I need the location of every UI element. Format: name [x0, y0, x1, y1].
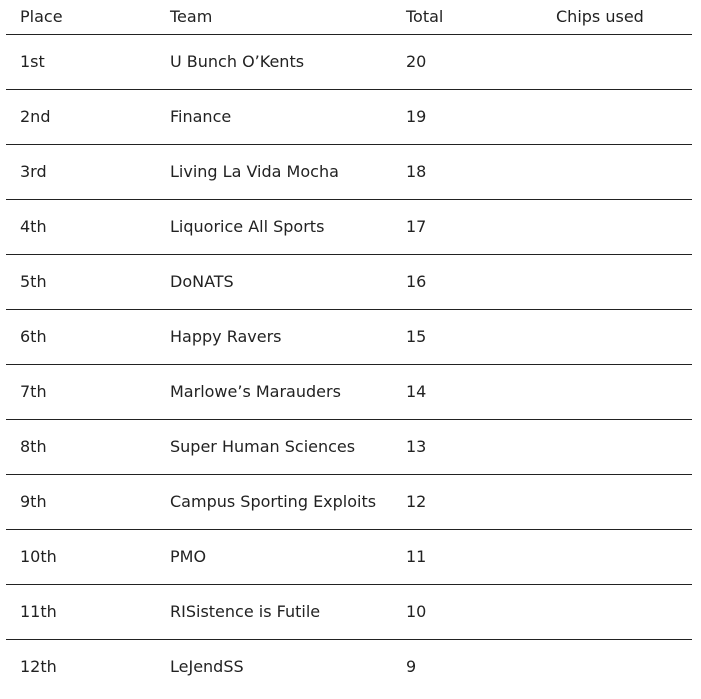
- cell-chips: [542, 529, 692, 584]
- cell-place: 6th: [20, 327, 47, 346]
- cell-total: 18: [406, 162, 427, 181]
- league-table: [6, 0, 692, 694]
- table-row: [6, 419, 692, 474]
- table-row: [6, 529, 692, 584]
- cell-chips: [542, 639, 692, 694]
- table-row: [6, 144, 692, 199]
- cell-place: 1st: [20, 52, 45, 71]
- cell-team: Campus Sporting Exploits: [170, 492, 377, 511]
- cell-place: 3rd: [20, 162, 47, 181]
- table-row: [6, 309, 692, 364]
- cell-total: 19: [406, 107, 427, 126]
- table-header: [6, 0, 692, 34]
- header-row: [6, 0, 692, 34]
- header-place: Place: [6, 0, 156, 34]
- header-total: Total: [392, 0, 542, 34]
- cell-team: RISistence is Futile: [170, 602, 321, 621]
- table-row: [6, 89, 692, 144]
- cell-team: Finance: [170, 107, 232, 126]
- cell-team: Living La Vida Mocha: [170, 162, 339, 181]
- cell-place: 8th: [20, 437, 47, 456]
- cell-place: 7th: [20, 382, 47, 401]
- cell-chips: [542, 34, 692, 89]
- cell-chips: [542, 364, 692, 419]
- cell-team: DoNATS: [170, 272, 234, 291]
- cell-total: 16: [406, 272, 427, 291]
- cell-team: Liquorice All Sports: [170, 217, 325, 236]
- cell-team: PMO: [170, 547, 207, 566]
- cell-place: 2nd: [20, 107, 51, 126]
- cell-place: 11th: [20, 602, 57, 621]
- table-row: [6, 584, 692, 639]
- cell-team: LeJendSS: [170, 657, 244, 677]
- cell-place: 9th: [20, 492, 47, 511]
- cell-chips: [542, 419, 692, 474]
- cell-chips: [542, 199, 692, 254]
- cell-place: 12th: [20, 657, 57, 677]
- table-row: [6, 364, 692, 419]
- cell-place: 5th: [20, 272, 47, 291]
- cell-chips: [542, 144, 692, 199]
- cell-total: 12: [406, 492, 427, 511]
- cell-team: U Bunch O’Kents: [170, 52, 305, 71]
- table-row: [6, 199, 692, 254]
- table-row: [6, 34, 692, 89]
- cell-place: 4th: [20, 217, 47, 236]
- cell-total: 9: [406, 657, 417, 677]
- table-row: [6, 639, 692, 694]
- cell-total: 20: [406, 52, 427, 71]
- header-team: Team: [156, 0, 392, 34]
- cell-chips: [542, 89, 692, 144]
- cell-team: Happy Ravers: [170, 327, 282, 346]
- cell-chips: [542, 309, 692, 364]
- table-body: [6, 34, 692, 694]
- cell-team: Marlowe’s Marauders: [170, 382, 341, 401]
- cell-total: 17: [406, 217, 427, 236]
- cell-total: 15: [406, 327, 427, 346]
- cell-chips: [542, 254, 692, 309]
- cell-total: 13: [406, 437, 427, 456]
- cell-team: Super Human Sciences: [170, 437, 356, 456]
- cell-total: 14: [406, 382, 427, 401]
- cell-chips: [542, 474, 692, 529]
- table-row: [6, 474, 692, 529]
- cell-chips: [542, 584, 692, 639]
- cell-total: 10: [406, 602, 427, 621]
- header-chips-used: Chips used: [542, 0, 692, 34]
- cell-total: 11: [406, 547, 427, 566]
- cell-place: 10th: [20, 547, 57, 566]
- table-row: [6, 254, 692, 309]
